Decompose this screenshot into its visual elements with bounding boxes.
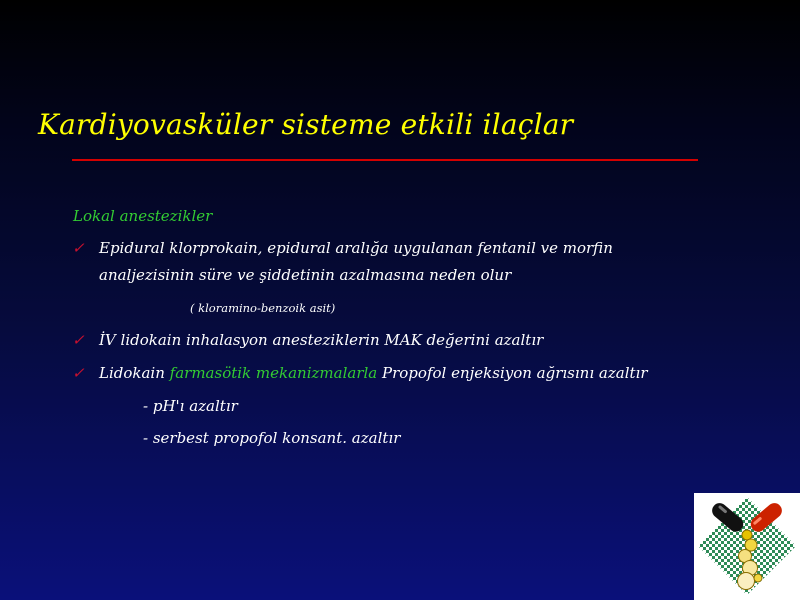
bullet-3-highlight: farmasötik mekanizmalarla [169, 364, 378, 382]
bullet-3-text [99, 364, 648, 382]
bullet-1-line-2: analjezisinin süre ve şiddetinin azalmasına neden olur [99, 266, 512, 284]
title-underline [72, 159, 698, 161]
pharmacology-logo-icon [694, 493, 800, 600]
checkmark-bullet-icon: ✓ [72, 364, 85, 382]
slide-title: Kardiyovasküler sisteme etkili ilaçlar [38, 108, 574, 141]
chemical-note: ( kloramino-benzoik asit) [190, 301, 336, 315]
sub-item-propofol: - serbest propofol konsant. azaltır [143, 429, 401, 447]
section-heading: Lokal anestezikler [73, 207, 213, 225]
bullet-3-part-2: Propofol enjeksiyon ağrısını azaltır [382, 364, 648, 382]
bullet-1-line-1: Epidural klorprokain, epidural aralığa uygulanan fentanil ve morfin [99, 239, 613, 257]
checkmark-bullet-icon: ✓ [72, 331, 85, 349]
bullet-2-text: İV lidokain inhalasyon anesteziklerin MAK değerini azaltır [99, 331, 544, 349]
sub-item-ph: - pH'ı azaltır [143, 397, 238, 415]
bullet-3-part-1: Lidokain [99, 364, 165, 382]
checkmark-bullet-icon: ✓ [72, 239, 85, 257]
